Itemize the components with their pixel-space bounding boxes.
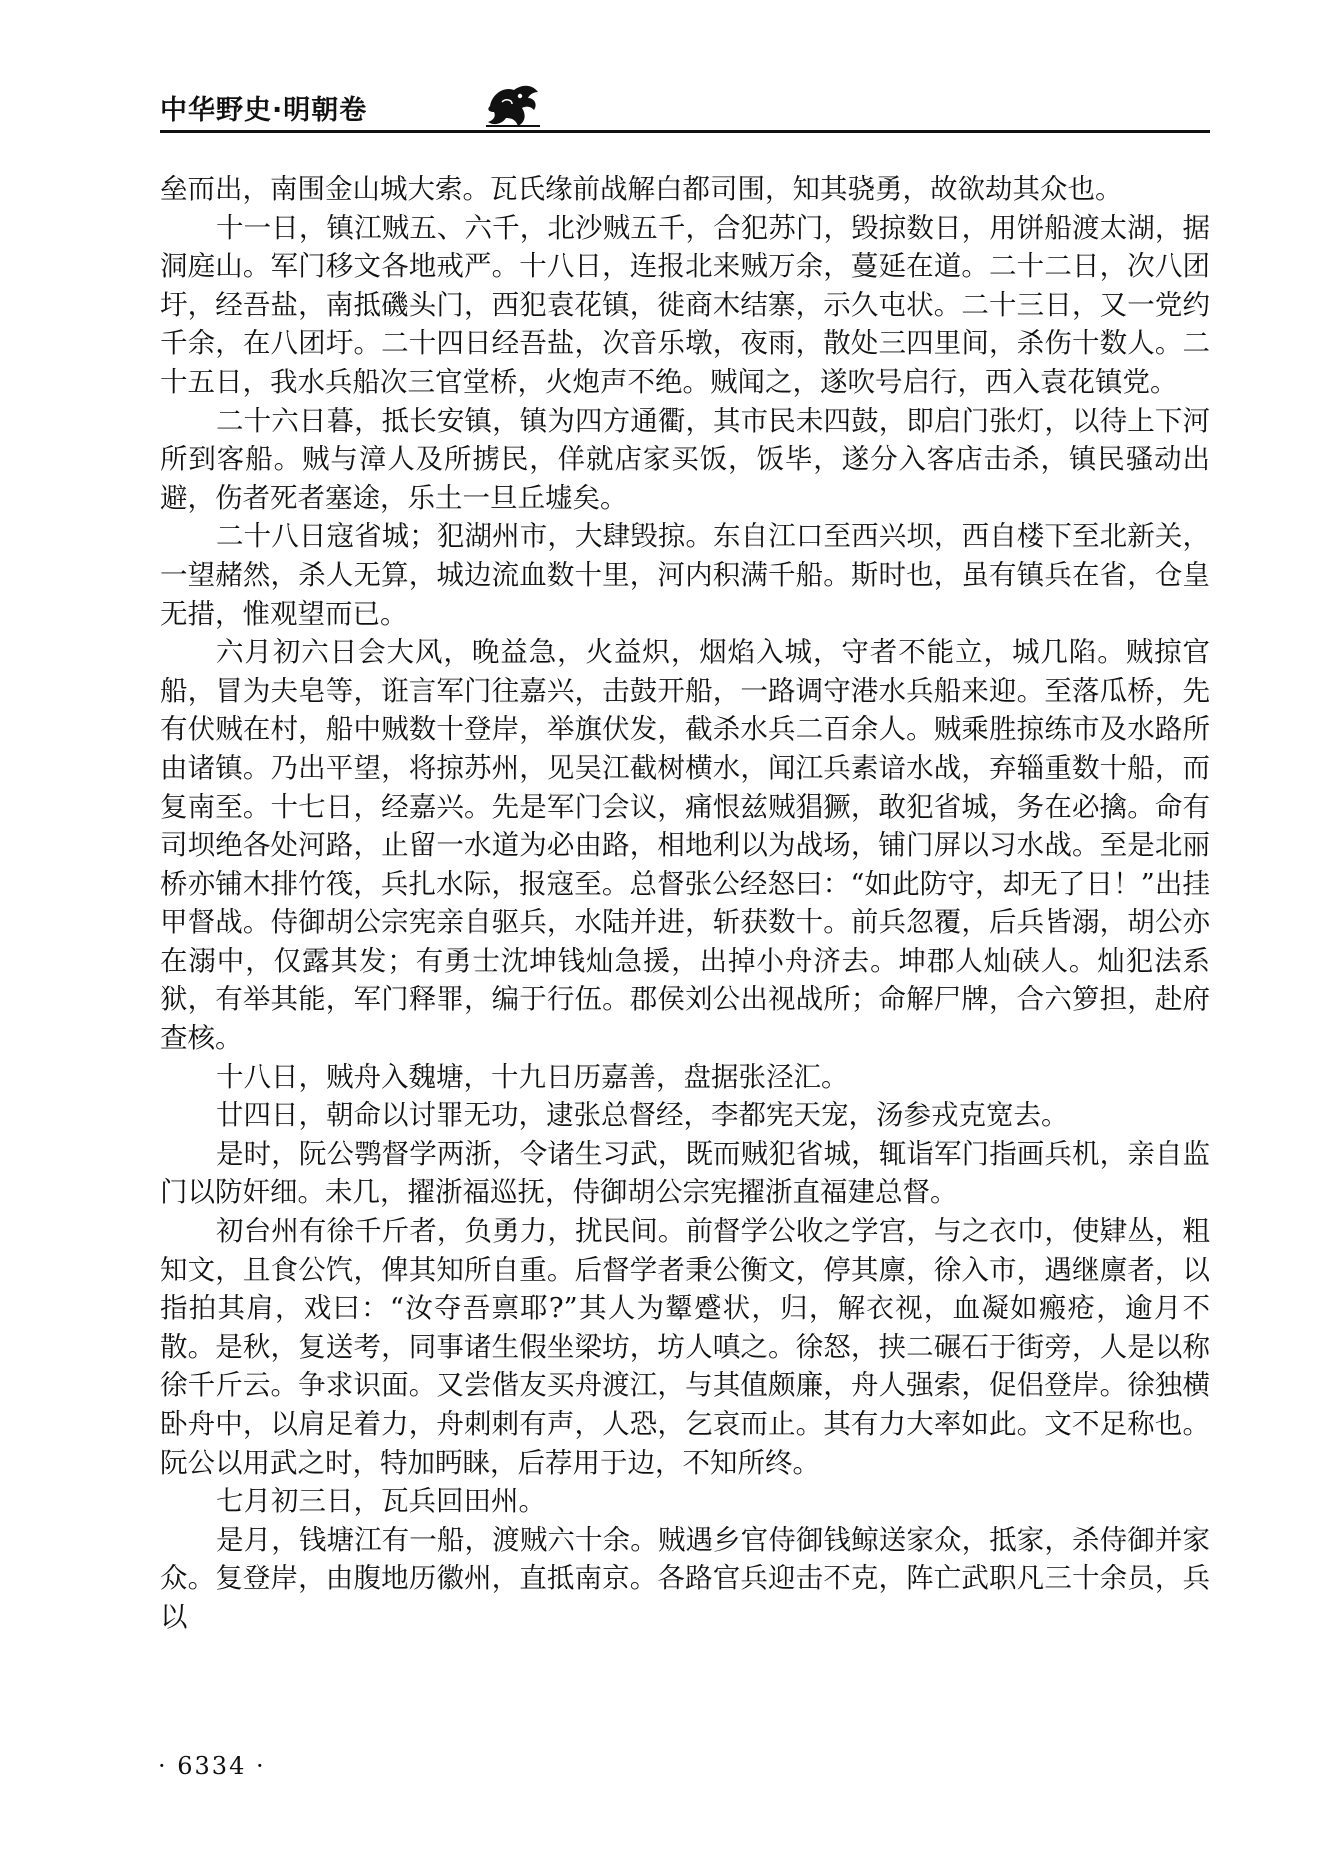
paragraph: 初台州有徐千斤者，负勇力，扰民间。前督学公收之学宫，与之衣巾，使肄丛，粗知文，且食公饩，俾其知所自重。后督学者秉公衡文，停其廪，徐入市，遇继廪者，以指拍其肩，戏曰：“汝夺吾禀耶?”其人为颦蹙状，归，解衣视，血凝如瘢疮，逾月不散。是秋，复送考，同事诸生假坐梁坊，坊人嗔之。徐怒，挟二碾石于街旁，人是以称徐千斤云。争求识面。又尝偕友买舟渡江，与其值颇廉，舟人强索，促侣登岸。徐独横卧舟中，以肩足着力，舟刺刺有声，人恐，乞哀而止。其有力大率如此。文不足称也。阮公以用武之时，特加眄睐，后荐用于边，不知所终。 bbox=[160, 1215, 1210, 1479]
paragraph: 廿四日，朝命以讨罪无功，逮张总督经，李都宪天宠，汤参戎克宽去。 bbox=[216, 1099, 1069, 1132]
paragraph: 垒而出，南围金山城大索。瓦氏缘前战解白都司围，知其骁勇，故欲劫其众也。 bbox=[160, 173, 1123, 205]
paragraph: 二十八日寇省城；犯湖州市，大肆毁掠。东自江口至西兴坝，西自楼下至北新关，一望赭然，杀人无算，城边流血数十里，河内积满千船。斯时也，虽有镇兵在省，仓皇无措，惟观望而已。 bbox=[160, 520, 1210, 630]
paragraph: 七月初三日，瓦兵回田州。 bbox=[216, 1485, 546, 1518]
paragraph: 是月，钱塘江有一船，渡贼六十余。贼遇乡官侍御钱鲸送家众，抵家，杀侍御并家众。复登岸，由腹地历徽州，直抵南京。各路官兵迎击不克，阵亡武职凡三十余员，兵以 bbox=[160, 1523, 1210, 1633]
dragon-emblem-icon bbox=[482, 76, 544, 132]
main-text bbox=[160, 170, 1210, 1637]
paragraph: 十一日，镇江贼五、六千，北沙贼五千，合犯苏门，毁掠数日，用饼船渡太湖，据洞庭山。军门移文各地戒严。十八日，连报北来贼万余，蔓延在道。二十二日，次八团圩，经吾盐，南抵磯头门，西犯袁花镇，徙商木结寨，示久屯状。二十三日，又一党约千余，在八团圩。二十四日经吾盐，次音乐墩，夜雨，散处三四里间，杀伤十数人。二十五日，我水兵船次三官堂桥，火炮声不绝。贼闻之，遂吹号启行，西入袁花镇党。 bbox=[160, 211, 1210, 398]
running-header bbox=[160, 80, 1210, 140]
paragraph: 是时，阮公鹗督学两浙，令诸生习武，既而贼犯省城，辄诣军门指画兵机，亲自监门以防奸细。未几，擢浙福巡抚，侍御胡公宗宪擢浙直福建总督。 bbox=[160, 1137, 1210, 1209]
paragraph: 十八日，贼舟入魏塘，十九日历嘉善，盘据张泾汇。 bbox=[216, 1060, 849, 1093]
header-divider bbox=[160, 130, 1210, 133]
paragraph: 六月初六日会大风，晚益急，火益炽，烟焰入城，守者不能立，城几陷。贼掠官船，冒为夫皂等，诳言军门往嘉兴，击鼓开船，一路调守港水兵船来迎。至落瓜桥，先有伏贼在村，船中贼数十登岸，举旗伏发，截杀水兵二百余人。贼乘胜掠练市及水路所由诸镇。乃出平望，将掠苏州，见吴江截树横水，闻江兵素谙水战，弃辎重数十船，而复南至。十七日，经嘉兴。先是军门会议，痛恨兹贼猖獗，敢犯省城，务在必擒。命有司坝绝各处河路，止留一水道为必由路，相地利以为战场，铺门屏以习水战。至是北丽桥亦铺木排竹筏，兵扎水际，报寇至。总督张公经怒曰：“如此防守，却无了日！”出挂甲督战。侍御胡公宗宪亲自驱兵，水陆并进，斩获数十。前兵忽覆，后兵皆溺，胡公亦在溺中，仅露其发；有勇士沈坤钱灿急援，出掉小舟济去。坤郡人灿硖人。灿犯法系狱，有举其能，军门释罪，编于行伍。郡侯刘公出视战所；命解尸牌，合六箩担，赴府查核。 bbox=[160, 636, 1210, 1055]
book-title: 中华野史·明朝卷 bbox=[160, 95, 368, 126]
page-number: · 6334 · bbox=[158, 1752, 266, 1780]
paragraph: 二十六日暮，抵长安镇，镇为四方通衢，其市民未四鼓，即启门张灯，以待上下河所到客船。贼与漳人及所掳民，佯就店家买饭，饭毕，遂分入客店击杀，镇民骚动出避，伤者死者塞途，乐土一旦丘墟矣。 bbox=[160, 404, 1210, 514]
